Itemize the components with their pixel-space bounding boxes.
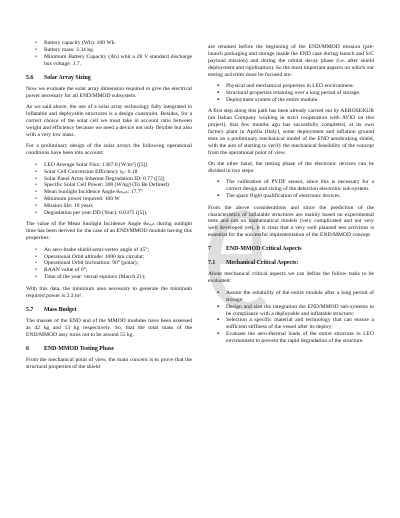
- list-item: ▪ The space flight qualification of electronic devices.: [226, 193, 374, 200]
- list-item: ▪ Physical and mechanical properties in LEO environment.: [226, 83, 374, 90]
- right-column: [208, 44, 374, 350]
- list-item: • Minimum power required: 100 W: [44, 196, 192, 203]
- list-item: • Solar Cell Conversion Efficiency ηₛ: 0.18: [44, 169, 192, 176]
- list-item: • Mission life: 10 years: [44, 203, 192, 210]
- list-item: • RAAN value of 0°;: [44, 267, 192, 274]
- section-title: Solar Array Sizing: [44, 74, 91, 81]
- paragraph: From the above considerations and since the prediction of the characteristics of inflatable structures are mainly based on experimental tests and not on mathematical models (very complicated and not very well developed yet), it is clear that a very well planned test activities is essential for the successful implementation of the END/MMOD concept.: [208, 204, 374, 239]
- section-title: Mass Budget: [44, 306, 77, 313]
- paragraph: From the mechanical point of view, the main concern is to prove that the structural properties of the shield: [26, 357, 192, 370]
- section-number: 5.6: [26, 74, 34, 81]
- list-item: • Minimum Battery Capacity (Ah) whit a 28 V standard discharge bus voltage: 3.7.: [44, 54, 192, 68]
- paragraph: About mechanical critical aspects we can define the follow tasks to be evaluated:: [208, 271, 374, 285]
- section-heading-5-6: [26, 75, 192, 82]
- list-item: • Time of the year: vernal equinox (March 21);: [44, 274, 192, 281]
- list-item: ▪ Selection a specific material and technology that can ensure a sufficient stiffness of the vessel after its deploy;: [226, 317, 374, 331]
- section-title: END-MMOD Critical Aspects: [226, 246, 302, 253]
- paragraph: are retained before the beginning of the END/MMOD mission (pre-launch packaging and storage inside the END case during launch and S/C payload mission) and during the orbital decay phase (i.e. after shield deployment and rigidization). So the most important aspects on which our testing activities must be focused are:: [208, 44, 374, 78]
- section-title: END-MMOD Testing Phase: [44, 345, 115, 352]
- list-item: ▪ Assure the reliability of the entire module after a long period of storage;: [226, 290, 374, 304]
- paragraph: As we said above, the use of a solar array technology fully integrated in inflatable and deployable structures is a design constraint. Besides, for a correct choice of the solar cell we must take in account ratio between weight and efficiency because we need a device not only flexible but also with a very low mass.: [26, 104, 192, 138]
- paragraph: On the other hand, the testing phase of the electronic devices can be divided in two steps:: [208, 161, 374, 174]
- paragraph: For a preliminary design of the solar arrays the following operational conditions have been into account:: [26, 143, 192, 157]
- left-column: [26, 40, 192, 375]
- list-item: ▪ Deployment system of the entire module.: [226, 97, 374, 104]
- list-item: • Operational Orbit altitude: 1000 km circular;: [44, 254, 192, 261]
- mechanical-tasks-list: [208, 290, 374, 345]
- list-item: • Specific Solar Cell Power: 300 (W/kg) (To Be Defined): [44, 182, 192, 189]
- section-heading-7: [208, 246, 374, 253]
- list-item: • Solar Panel Array Inherent Degradation ID: 0.77 ([5]): [44, 176, 192, 183]
- section-heading-7-1: [208, 260, 374, 267]
- section-heading-5-7: [26, 307, 192, 314]
- list-item: • LEO Average Solar Flux: 1367.0 [W/m²] ([5]): [44, 162, 192, 169]
- section-title: Mechanical Critical Aspects:: [226, 260, 299, 267]
- orbit-properties-list: [26, 247, 192, 282]
- list-item: • Degradation per year DD (Year): 0.0375 ([5]).: [44, 210, 192, 217]
- section-number: 6: [26, 345, 29, 352]
- section-number: 7: [208, 246, 211, 253]
- section-number: 7.1: [208, 260, 216, 267]
- list-item: ▪ The calibration of PVDF sensor, since this is necessary for a correct design and sizing of the detection electronic sub-system.: [226, 179, 374, 193]
- paragraph: The value of the Mean Sunlight Incidence Angle θₘₑₐₙ during sunlight time has been derived for the case of an END/MMOD module having this properties:: [26, 221, 192, 242]
- list-item: • Operational Orbit Inclination: 90° (polar);: [44, 260, 192, 267]
- device-testing-list: [208, 179, 374, 200]
- list-item: ▪ Structural properties retaining over a long period of storage.: [226, 90, 374, 97]
- list-item: • An aero-brake shield semi-vertex angle of 45°;: [44, 247, 192, 254]
- list-item: • Battery mass: 3.34 kg.: [44, 47, 192, 54]
- solar-conditions-list: [26, 162, 192, 217]
- testing-focus-list: [208, 83, 374, 104]
- paragraph: With this data, the minimum area necessary to generate the minimum required power is 2.3 m².: [26, 285, 192, 299]
- list-item: • Mean Sunlight Incidence Angle θₘₑₐₙ: 17.7°: [44, 189, 192, 196]
- section-number: 5.7: [26, 306, 34, 313]
- list-item: • Battery capacity (Wh): 100 Wh.: [44, 40, 192, 47]
- battery-list: [26, 40, 192, 68]
- paragraph: The masses of the END and of the MMOD modules have been assessed as 42 kg and 13 kg respectively. So, that the total mass of the END/MMOD assy turns out to be around 55 kg.: [26, 317, 192, 338]
- list-item: ▪ Evaluate the aero-thermal loads of the entire structure in LEO environment to prevent the rapid degradation of the structure.: [226, 331, 374, 345]
- list-item: ▪ Design and size the integration the END/MMOD sub-systems to be compliance with a deployable and inflatable structure;: [226, 304, 374, 318]
- paragraph: Now we evaluate the solar array dimension required to give the electrical power necessary for all END/MMOD subsystem.: [26, 86, 192, 99]
- paragraph: A first step along this path has been already carried out by AEROSEKUR (an Italian Company working in strict cooperation with AVIO on this project), that few months ago has succesfully completed, at its own factory plant in Aprilia (Italy), some deployment and inflation ground tests on a preliminary mechanical model of the END aerobraking shield, with the aim of starting to verify the mechanical feasibility of the concept from the operational point of view.: [208, 108, 374, 156]
- section-heading-6: [26, 346, 192, 353]
